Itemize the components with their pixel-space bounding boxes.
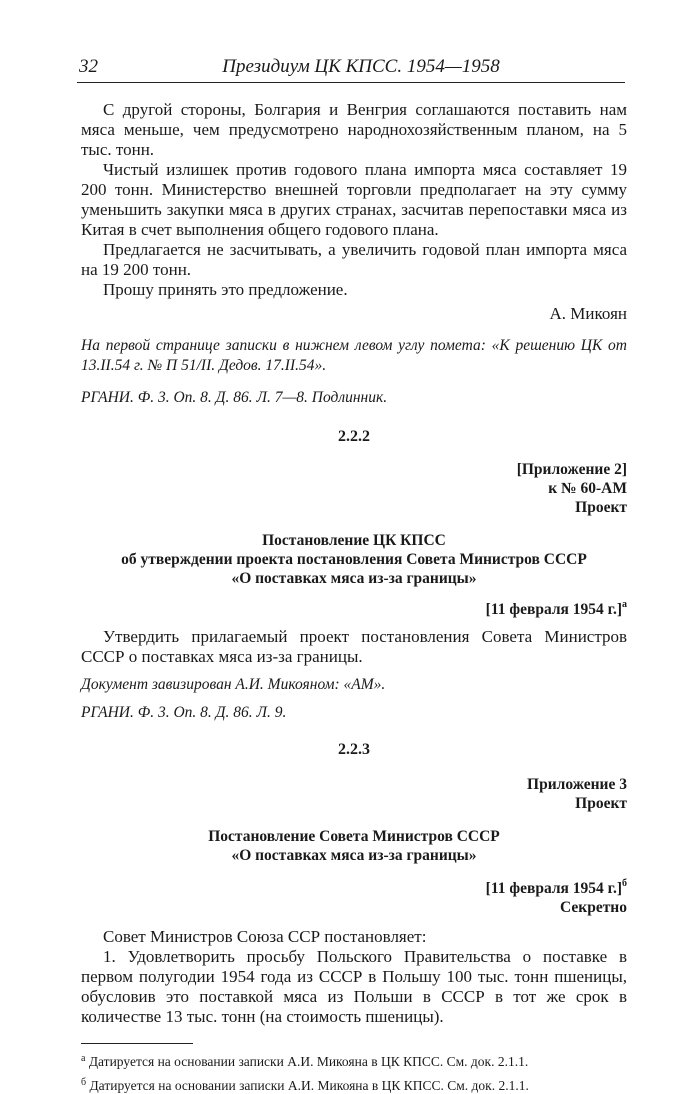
signature: А. Микоян [549,304,627,323]
running-header [77,52,625,83]
footnote-divider [81,1043,193,1044]
footnote-text: Датируется на основании записки А.И. Микояна в ЦК КПСС. См. док. 2.1.1. [88,1054,529,1069]
body-paragraph: С другой стороны, Болгария и Венгрия соглашаются поставить нам мяса меньше, чем предусмотрено народнохозяйственным планом, на 5 тыс. тонн. [81,100,627,159]
page-number: 32 [79,56,98,77]
document-date [81,879,627,898]
attachment-line: к № 60-АМ [548,480,627,497]
body-paragraph: Чистый излишек против годового плана импорта мяса составляет 19 200 тонн. Министерство внешней торговли предполагает на эту сумму уменьшить закупки мяса в других странах, засчитав перепоставки мяса из Китая в счет выполнения общего годового плана. [81,160,627,239]
archive-reference: РГАНИ. Ф. 3. Оп. 8. Д. 86. Л. 7—8. Подлинник. [81,389,388,406]
title-line: Постановление Совета Министров СССР [208,828,500,845]
body-paragraph: 1. Удовлетворить просьбу Польского Правительства о поставке в первом полугодии 1954 года из СССР в Польшу 100 тыс. тонн пшеницы, обусловив это поставкой мяса из Польши в СССР в тот же срок в количестве 13 тыс. тонн (на стоимость пшеницы). [81,947,627,1026]
document-date [81,600,627,619]
attachment-line: [Приложение 2] [516,461,627,478]
document-title [81,827,627,865]
archive-reference: РГАНИ. Ф. 3. Оп. 8. Д. 86. Л. 9. [81,704,287,721]
page-content [81,100,627,1094]
footnote-mark: а [622,599,627,610]
title-line: «О поставках мяса из-за границы» [231,847,477,864]
footnote-mark: а [81,1053,86,1064]
body-paragraph: Совет Министров Союза ССР постановляет: [103,927,427,946]
archival-note: На первой странице записки в нижнем левом углу помета: «К решению ЦК от 13.II.54 г. № П 51/II. Дедов. 17.II.54». [81,337,627,374]
footnote-mark: б [622,878,627,889]
secrecy-label: Секретно [560,899,627,916]
title-line: Постановление ЦК КПСС [262,532,446,549]
attachment-label [81,775,627,813]
attachment-label [81,460,627,517]
attachment-line: Приложение 3 [527,776,627,793]
date-text: [11 февраля 1954 г.] [485,880,622,897]
attachment-line: Проект [575,499,627,516]
section-number: 2.2.3 [338,741,370,758]
date-text: [11 февраля 1954 г.] [485,601,622,618]
title-line: об утверждении проекта постановления Совета Министров СССР [121,551,587,568]
footnote [81,1050,627,1070]
archival-note: Документ завизирован А.И. Микояном: «АМ». [81,676,386,693]
section-number: 2.2.2 [338,428,370,445]
title-line: «О поставках мяса из-за границы» [231,570,477,587]
footnote-text: Датируется на основании записки А.И. Микояна в ЦК КПСС. См. док. 2.1.1. [89,1078,529,1093]
running-title: Президиум ЦК КПСС. 1954—1958 [222,56,500,77]
attachment-line: Проект [575,795,627,812]
footnote [81,1074,627,1094]
document-title [81,531,627,588]
footnote-mark: б [81,1077,87,1088]
footnotes [81,1050,627,1094]
body-paragraph: Прошу принять это предложение. [103,280,348,299]
body-paragraph: Утвердить прилагаемый проект постановления Совета Министров СССР о поставках мяса из-за границы. [81,627,627,666]
body-paragraph: Предлагается не засчитывать, а увеличить годовой план импорта мяса на 19 200 тонн. [81,240,627,279]
